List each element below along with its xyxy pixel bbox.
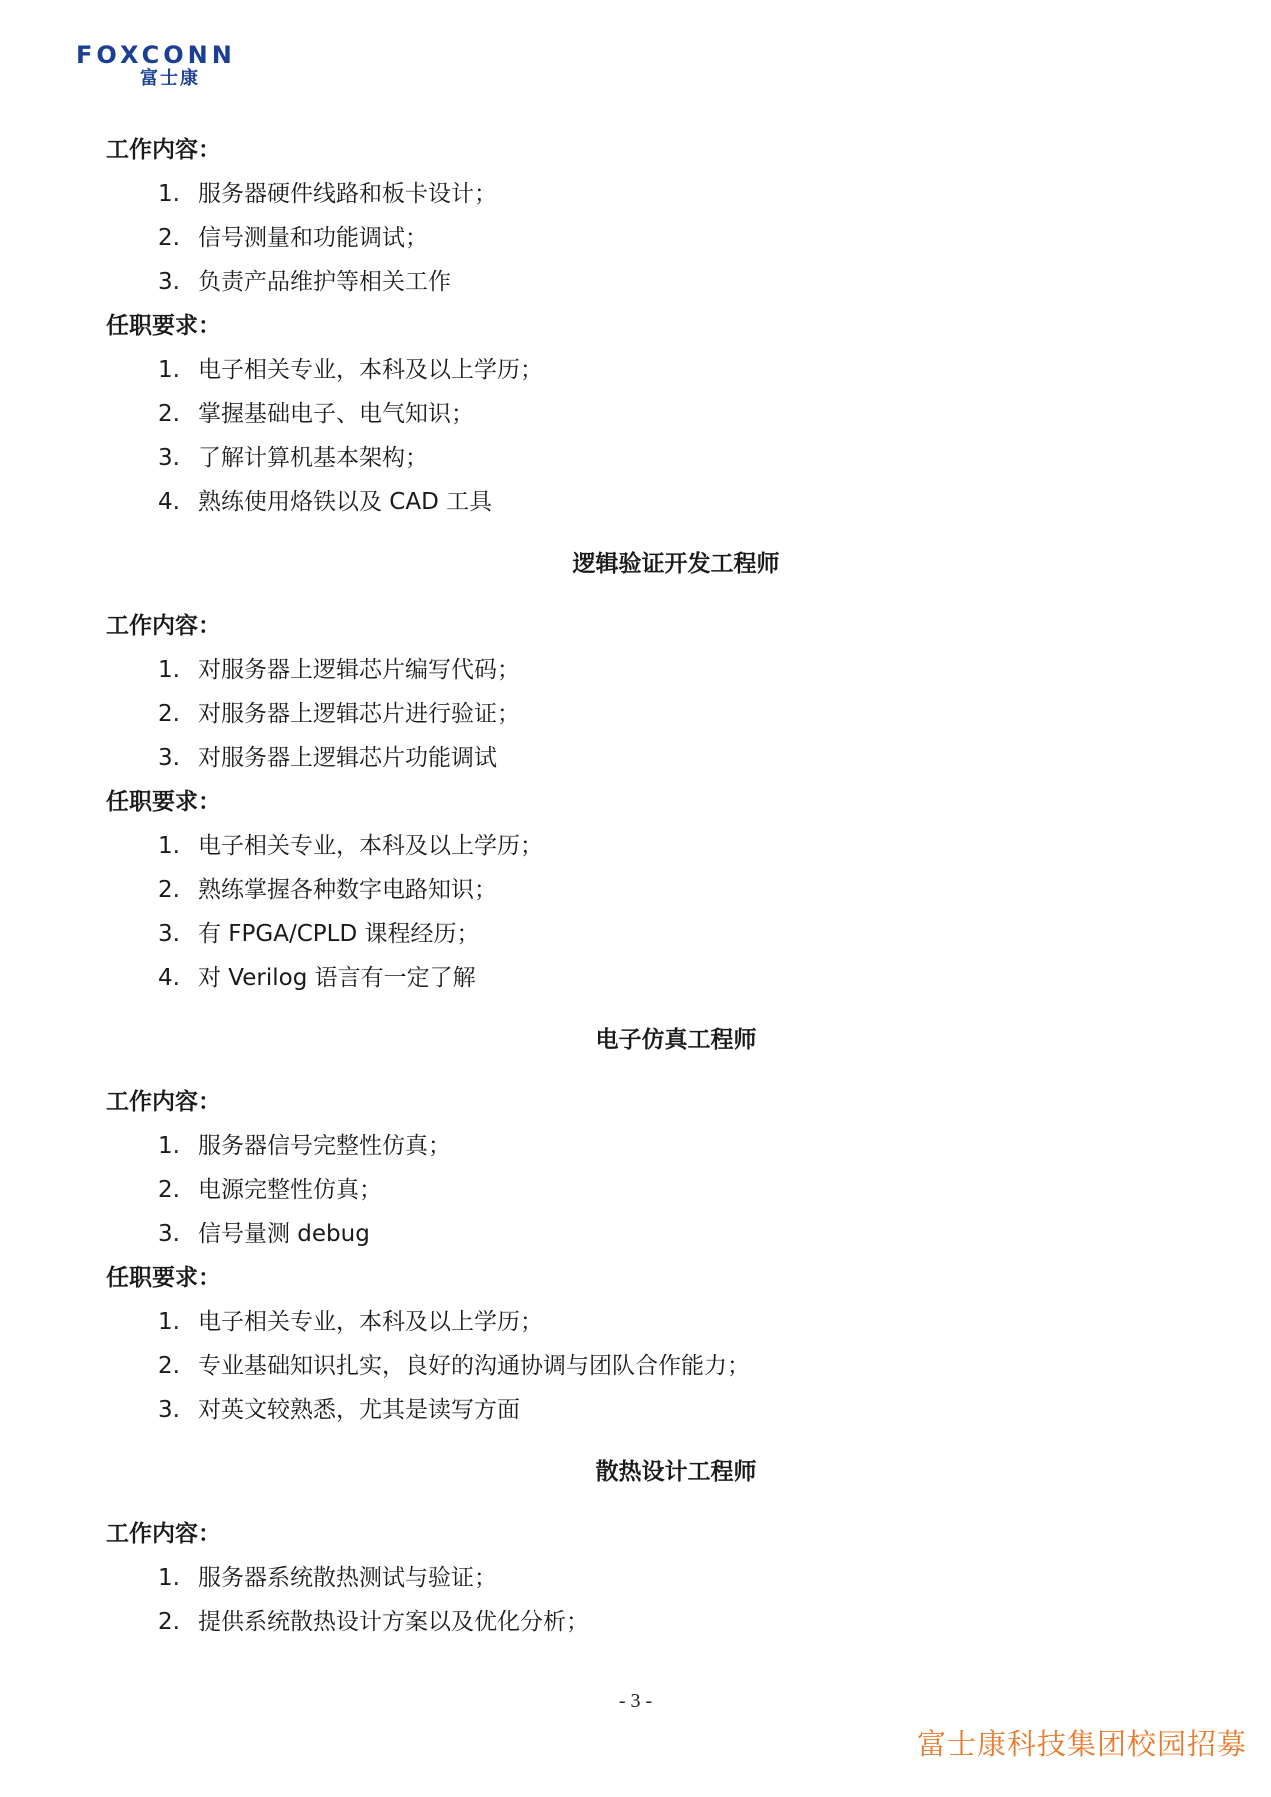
list-item — [106, 260, 1166, 304]
list-item — [106, 1168, 1166, 1212]
list-item-number: 4. — [158, 965, 180, 991]
requirements-heading: 任职要求： — [106, 313, 221, 339]
list-item — [106, 392, 1166, 436]
list-item-number: 1. — [158, 657, 180, 683]
list-item-text: 有 FPGA/CPLD 课程经历； — [198, 921, 480, 947]
list-item — [106, 1556, 1166, 1600]
requirements-list — [106, 824, 1166, 1000]
duties-list — [106, 172, 1166, 304]
list-item-number: 3. — [158, 1397, 180, 1423]
list-item — [106, 216, 1166, 260]
list-item-number: 1. — [158, 181, 180, 207]
duties-list — [106, 1556, 1166, 1644]
list-item-number: 1. — [158, 1565, 180, 1591]
list-item-text: 电子相关专业，本科及以上学历； — [198, 1309, 543, 1335]
list-item-text: 服务器硬件线路和板卡设计； — [198, 181, 497, 207]
duties-heading: 工作内容： — [106, 1089, 221, 1115]
foxconn-logo — [76, 42, 236, 90]
list-item — [106, 692, 1166, 736]
list-item — [106, 348, 1166, 392]
list-item-number: 2. — [158, 225, 180, 251]
requirements-heading: 任职要求： — [106, 1265, 221, 1291]
list-item-number: 3. — [158, 745, 180, 771]
list-item-text: 电源完整性仿真； — [198, 1177, 382, 1203]
list-item-text: 对英文较熟悉，尤其是读写方面 — [198, 1397, 520, 1423]
document-body — [106, 128, 1166, 1644]
list-item-text: 服务器信号完整性仿真； — [198, 1133, 451, 1159]
list-item — [106, 1600, 1166, 1644]
list-item-number: 3. — [158, 269, 180, 295]
list-item — [106, 824, 1166, 868]
list-item — [106, 868, 1166, 912]
list-item-text: 信号量测 debug — [198, 1221, 370, 1247]
list-item — [106, 1388, 1166, 1432]
list-item-number: 2. — [158, 401, 180, 427]
list-item-text: 掌握基础电子、电气知识； — [198, 401, 474, 427]
list-item-text: 服务器系统散热测试与验证； — [198, 1565, 497, 1591]
requirements-list — [106, 348, 1166, 524]
list-item-number: 2. — [158, 1609, 180, 1635]
list-item — [106, 648, 1166, 692]
duties-heading: 工作内容： — [106, 613, 221, 639]
list-item-text: 对服务器上逻辑芯片进行验证； — [198, 701, 520, 727]
job-title: 散热设计工程师 — [595, 1459, 757, 1485]
duties-heading: 工作内容： — [106, 137, 221, 163]
job-title: 电子仿真工程师 — [595, 1027, 757, 1053]
requirements-heading: 任职要求： — [106, 789, 221, 815]
list-item-text: 专业基础知识扎实，良好的沟通协调与团队合作能力； — [198, 1353, 750, 1379]
list-item-number: 1. — [158, 1133, 180, 1159]
logo-chinese: 富士康 — [140, 68, 200, 89]
page-number: - 3 - — [618, 1690, 653, 1712]
logo-wordmark: FOXCONN — [76, 41, 236, 69]
list-item-number: 3. — [158, 445, 180, 471]
list-item-text: 负责产品维护等相关工作 — [198, 269, 451, 295]
list-item-text: 信号测量和功能调试； — [198, 225, 428, 251]
list-item — [106, 436, 1166, 480]
list-item-text: 提供系统散热设计方案以及优化分析； — [198, 1609, 589, 1635]
list-item-number: 2. — [158, 877, 180, 903]
list-item — [106, 1300, 1166, 1344]
list-item-number: 2. — [158, 1353, 180, 1379]
list-item — [106, 1124, 1166, 1168]
duties-list — [106, 1124, 1166, 1256]
duties-list — [106, 648, 1166, 780]
requirements-list — [106, 1300, 1166, 1432]
list-item-text: 对服务器上逻辑芯片功能调试 — [198, 745, 497, 771]
list-item — [106, 1212, 1166, 1256]
list-item-number: 2. — [158, 701, 180, 727]
list-item — [106, 956, 1166, 1000]
list-item-number: 1. — [158, 833, 180, 859]
job-title: 逻辑验证开发工程师 — [572, 551, 780, 577]
list-item-number: 3. — [158, 1221, 180, 1247]
list-item-text: 电子相关专业，本科及以上学历； — [198, 357, 543, 383]
list-item-text: 熟练掌握各种数字电路知识； — [198, 877, 497, 903]
list-item-number: 4. — [158, 489, 180, 515]
list-item — [106, 172, 1166, 216]
list-item-number: 1. — [158, 1309, 180, 1335]
list-item-number: 2. — [158, 1177, 180, 1203]
list-item — [106, 912, 1166, 956]
list-item-text: 对服务器上逻辑芯片编写代码； — [198, 657, 520, 683]
list-item-text: 电子相关专业，本科及以上学历； — [198, 833, 543, 859]
duties-heading: 工作内容： — [106, 1521, 221, 1547]
list-item — [106, 736, 1166, 780]
list-item-text: 对 Verilog 语言有一定了解 — [198, 965, 476, 991]
list-item-number: 3. — [158, 921, 180, 947]
list-item-text: 了解计算机基本架构； — [198, 445, 428, 471]
footer-brand: 富士康科技集团校园招募 — [916, 1727, 1247, 1761]
list-item — [106, 480, 1166, 524]
list-item-number: 1. — [158, 357, 180, 383]
list-item-text: 熟练使用烙铁以及 CAD 工具 — [198, 489, 493, 515]
list-item — [106, 1344, 1166, 1388]
